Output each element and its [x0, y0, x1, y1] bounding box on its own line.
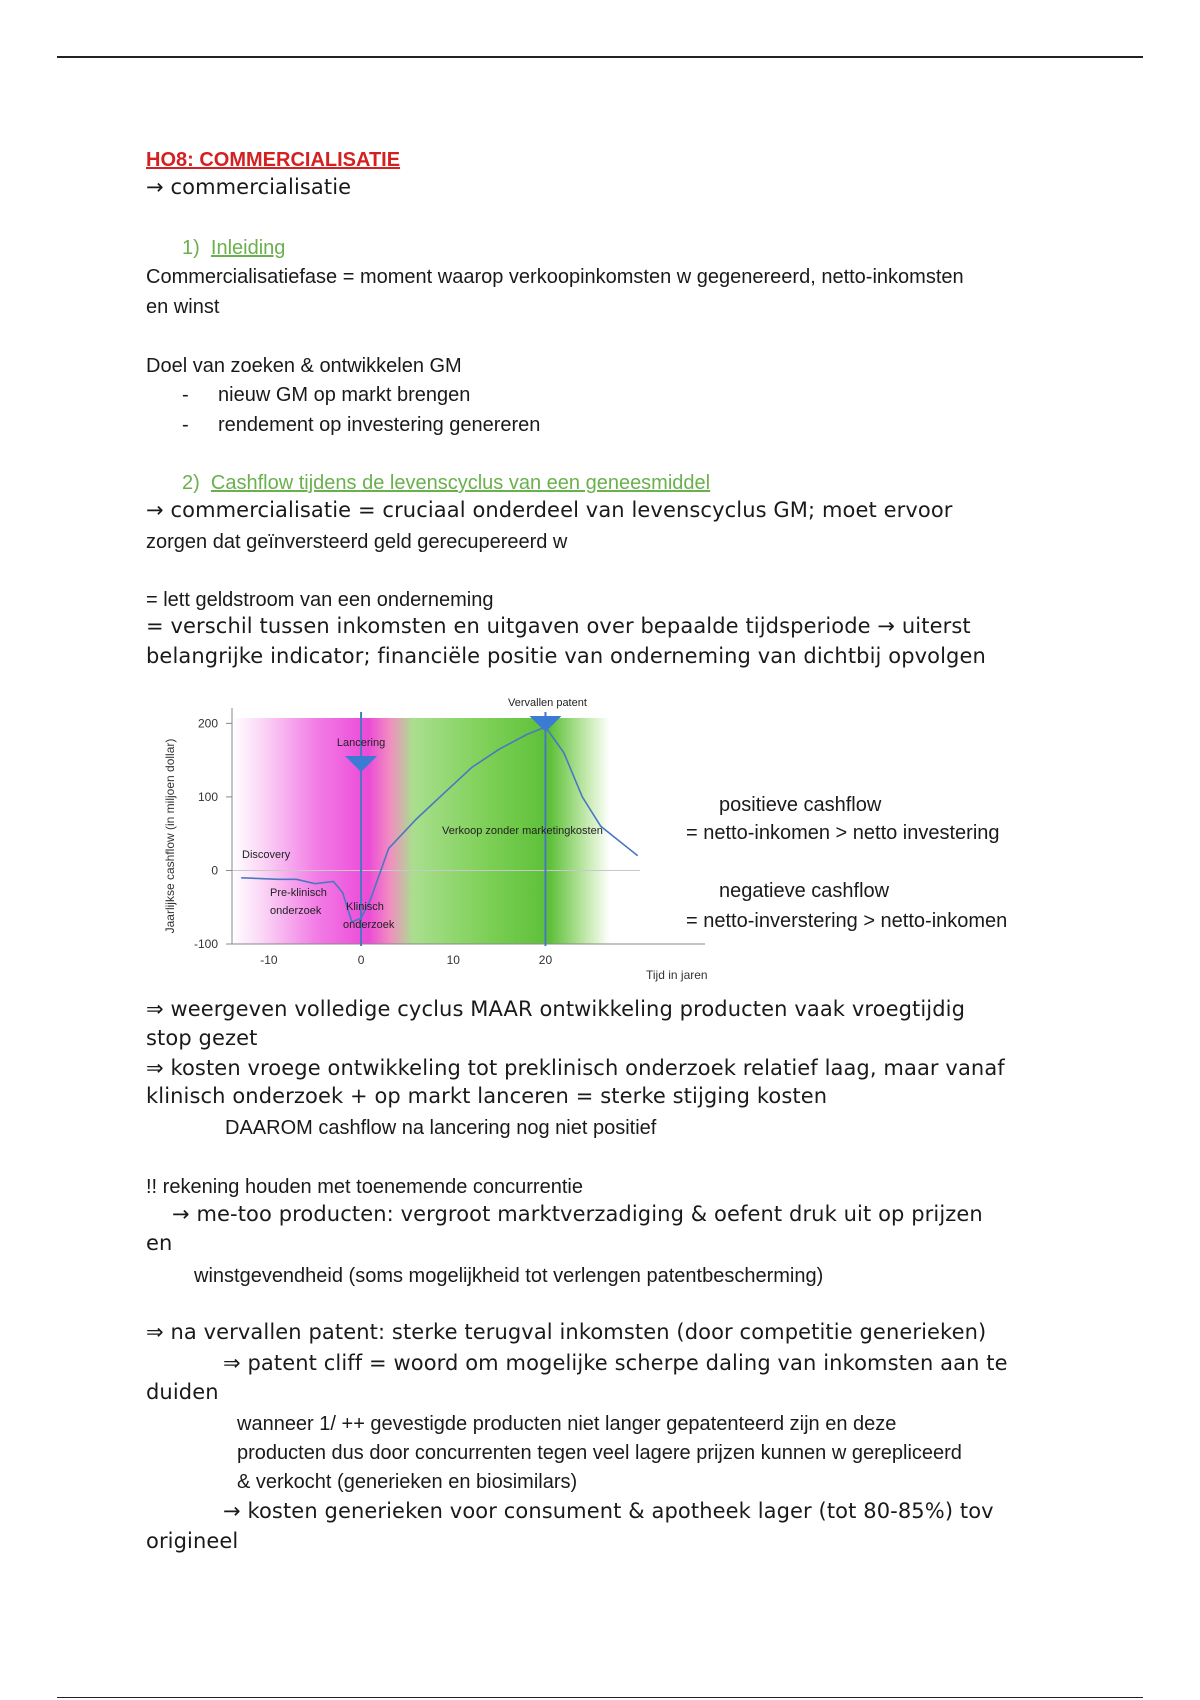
section-heading-inleiding [182, 236, 285, 260]
paragraph-line: ⇒ weergeven volledige cyclus MAAR ontwikkeling producten vaak vroegtijdig [146, 997, 966, 1021]
x-tick-label: -10 [260, 953, 278, 967]
paragraph-line: → commercialisatie = cruciaal onderdeel van levenscyclus GM; moet ervoor [146, 498, 953, 522]
section-heading-cashflow [182, 471, 710, 495]
side-note-negative-title: negatieve cashflow [719, 880, 890, 902]
top-rule [57, 56, 1143, 58]
page-title: HO8: COMMERCIALISATIE [146, 149, 401, 171]
paragraph-line: → me-too producten: vergroot marktverzadiging & oefent druk uit op prijzen [172, 1202, 983, 1226]
list-item: rendement op investering genereren [218, 414, 541, 436]
paragraph-line: Commercialisatiefase = moment waarop verkoopinkomsten w gegenereerd, netto-inkomsten [146, 266, 964, 288]
annotation-preklinisch-2: onderzoek [270, 905, 322, 917]
paragraph-line: = lett geldstroom van een onderneming [146, 589, 494, 611]
paragraph-line: origineel [146, 1529, 239, 1553]
paragraph-line: ⇒ na vervallen patent: sterke terugval inkomsten (door competitie generieken) [146, 1320, 987, 1344]
paragraph-line: ⇒ kosten vroege ontwikkeling tot preklinisch onderzoek relatief laag, maar vanaf [146, 1056, 1005, 1080]
section-label: Cashflow tijdens de levenscyclus van een geneesmiddel [210, 472, 711, 494]
annotation-klinisch-2: onderzoek [343, 919, 395, 931]
x-tick-label: 20 [538, 953, 553, 967]
annotation-discovery: Discovery [242, 849, 291, 861]
paragraph-line: !! rekening houden met toenemende concurrentie [146, 1176, 583, 1198]
cashflow-chart-svg [150, 688, 760, 988]
side-note-positive-title: positieve cashflow [719, 794, 882, 816]
annotation-preklinisch: Pre-klinisch [270, 887, 327, 899]
subtitle: → commercialisatie [146, 175, 352, 199]
cashflow-chart [150, 688, 760, 988]
y-axis-label: Jaarlijkse cashflow (in miljoen dollar) [163, 738, 177, 934]
y-tick-label: -100 [193, 937, 218, 951]
paragraph-line: & verkocht (generieken en biosimilars) [237, 1471, 578, 1493]
paragraph-line: stop gezet [146, 1026, 258, 1050]
y-tick-label: 100 [197, 789, 218, 804]
annotation-verkoop: Verkoop zonder marketingkosten [442, 825, 603, 837]
section-number: 1) [182, 237, 200, 259]
paragraph-line: zorgen dat geïnversteerd geld gerecupereerd w [146, 531, 568, 553]
goal-heading: Doel van zoeken & ontwikkelen GM [146, 355, 462, 377]
paragraph-line: producten dus door concurrenten tegen veel lagere prijzen kunnen w gerepliceerd [237, 1442, 962, 1464]
paragraph-line: → kosten generieken voor consument & apotheek lager (tot 80-85%) tov [223, 1499, 994, 1523]
y-tick-label: 200 [197, 716, 218, 731]
bottom-rule [57, 1697, 1143, 1698]
marker-label-vervallen-patent: Vervallen patent [508, 697, 587, 709]
paragraph-line: ⇒ patent cliff = woord om mogelijke scherpe daling van inkomsten aan te [223, 1351, 1008, 1375]
paragraph-line: belangrijke indicator; financiële positie van onderneming van dichtbij opvolgen [146, 644, 986, 668]
paragraph-line: en winst [146, 296, 220, 318]
paragraph-line: = verschil tussen inkomsten en uitgaven over bepaalde tijdsperiode → uiterst [146, 614, 971, 638]
bullet-marker: - [182, 384, 189, 406]
bullet-marker: - [182, 414, 189, 436]
section-label: Inleiding [210, 237, 286, 259]
list-item: nieuw GM op markt brengen [218, 384, 471, 406]
x-axis-label: Tijd in jaren [646, 968, 708, 982]
annotation-klinisch: Klinisch [346, 901, 384, 913]
y-tick-label: 0 [211, 863, 218, 878]
paragraph-line: DAAROM cashflow na lancering nog niet positief [225, 1117, 657, 1139]
paragraph-line: klinisch onderzoek + op markt lanceren = sterke stijging kosten [146, 1084, 828, 1108]
paragraph-line: en [146, 1231, 173, 1255]
x-tick-label: 10 [446, 953, 460, 967]
x-tick-label: 0 [357, 953, 365, 967]
paragraph-line: wanneer 1/ ++ gevestigde producten niet langer gepatenteerd zijn en deze [237, 1413, 897, 1435]
paragraph-line: duiden [146, 1380, 219, 1404]
paragraph-line: winstgevendheid (soms mogelijkheid tot verlengen patentbescherming) [194, 1265, 824, 1287]
side-note-positive-def: = netto-inkomen > netto investering [686, 822, 1000, 844]
marker-label-lancering: Lancering [336, 737, 386, 749]
side-note-negative-def: = netto-inverstering > netto-inkomen [686, 910, 1008, 932]
section-number: 2) [182, 472, 200, 494]
